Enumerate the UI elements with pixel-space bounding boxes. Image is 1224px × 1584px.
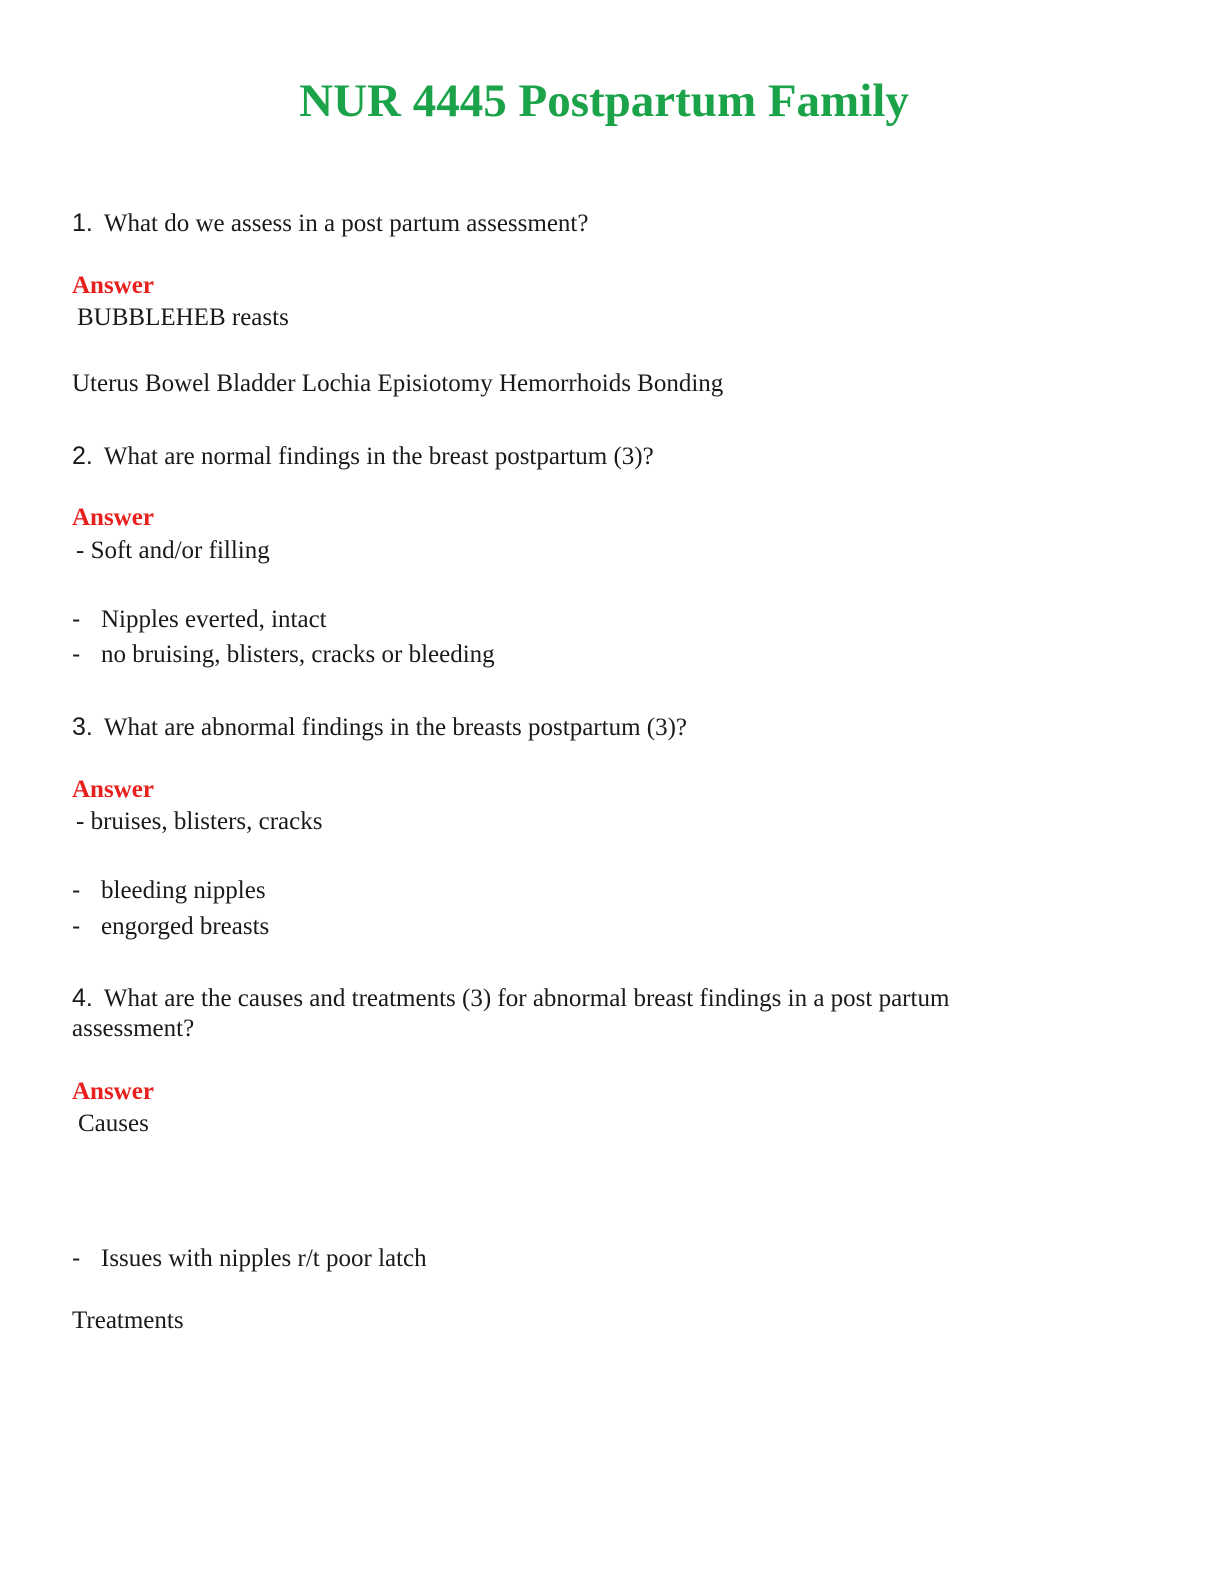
bullet-text: engorged breasts <box>101 913 270 940</box>
question-3 <box>72 712 687 743</box>
question-text: What are the causes and treatments (3) for abnormal breast findings in a post partum <box>103 985 950 1012</box>
answer-label: Answer <box>72 776 154 803</box>
treatments-heading: Treatments <box>72 1307 184 1334</box>
bullet-item <box>72 876 266 905</box>
bullet-text: Issues with nipples r/t poor latch <box>101 1245 427 1272</box>
bullet-item <box>72 605 327 634</box>
bullet-dash: - <box>72 640 81 668</box>
question-2 <box>72 441 654 472</box>
answer-label: Answer <box>72 504 154 531</box>
answer-text: BUBBLEHEB reasts <box>77 304 289 331</box>
question-text: What are normal findings in the breast postpartum (3)? <box>103 443 654 470</box>
answer-label: Answer <box>72 272 154 299</box>
bullet-item <box>72 1244 427 1273</box>
question-text: What are abnormal findings in the breasts postpartum (3)? <box>103 714 688 741</box>
answer-text: Uterus Bowel Bladder Lochia Episiotomy Hemorrhoids Bonding <box>72 370 724 397</box>
bullet-item <box>72 640 495 669</box>
document-title: NUR 4445 Postpartum Family <box>299 75 909 127</box>
question-number: 3. <box>72 713 93 741</box>
question-text-continued: assessment? <box>72 1015 195 1042</box>
bullet-text: Nipples everted, intact <box>101 606 327 633</box>
question-number: 4. <box>72 984 93 1012</box>
bullet-dash: - <box>72 876 81 904</box>
question-number: 2. <box>72 442 93 470</box>
question-text: What do we assess in a post partum assessment? <box>103 210 589 237</box>
bullet-text: no bruising, blisters, cracks or bleeding <box>101 641 495 668</box>
bullet-item <box>72 912 269 941</box>
answer-text: - Soft and/or filling <box>76 537 270 564</box>
bullet-dash: - <box>72 605 81 633</box>
bullet-dash: - <box>72 912 81 940</box>
question-number: 1. <box>72 209 93 237</box>
answer-label: Answer <box>72 1078 154 1105</box>
question-1 <box>72 208 588 239</box>
causes-heading: Causes <box>78 1110 149 1137</box>
bullet-dash: - <box>72 1244 81 1272</box>
question-4 <box>72 983 949 1014</box>
answer-text: - bruises, blisters, cracks <box>76 808 323 835</box>
bullet-text: bleeding nipples <box>101 877 266 904</box>
